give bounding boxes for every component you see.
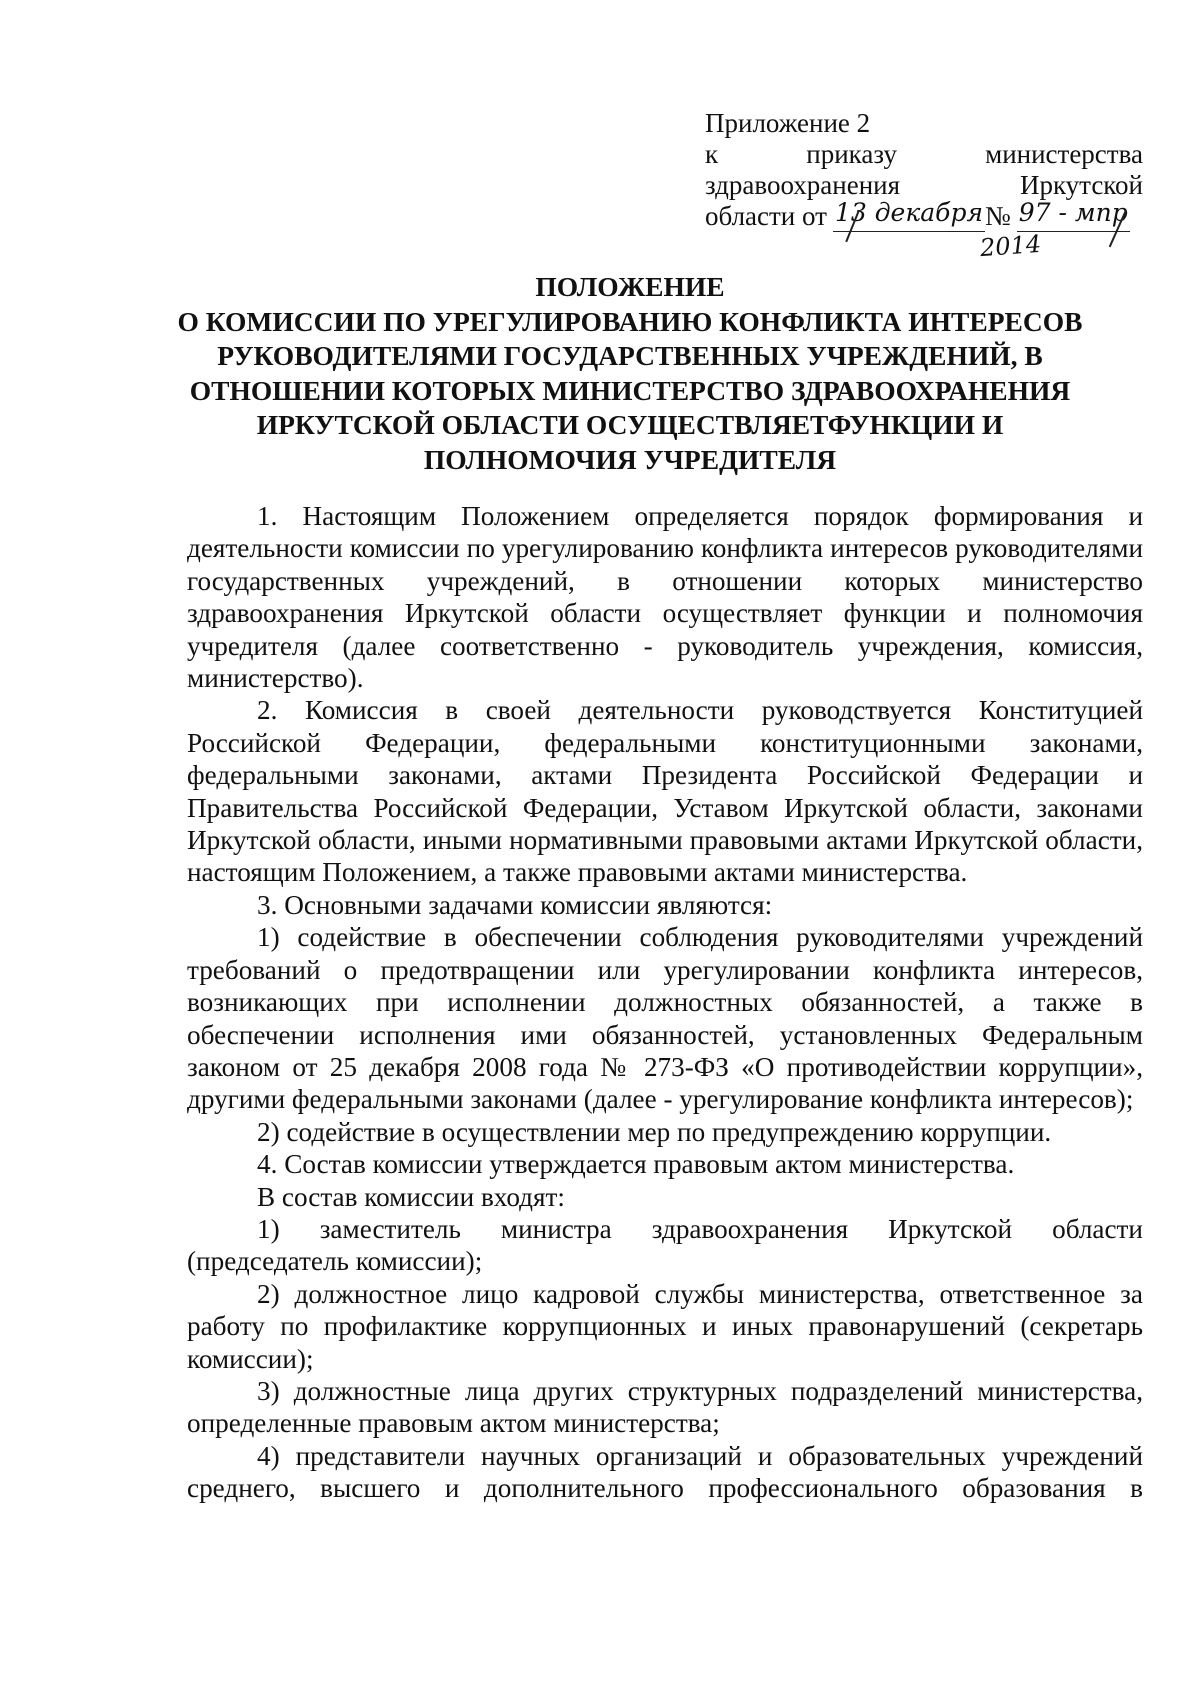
paragraph: 2) содействие в осуществлении мер по предупреждению коррупции. <box>257 1116 1052 1147</box>
handwritten-order-number: 97 - мпр <box>1017 201 1130 232</box>
appendix-word: к <box>705 139 719 169</box>
appendix-line-1 <box>705 108 1143 139</box>
title-line: ПОЛОЖЕНИЕ <box>535 271 725 302</box>
appendix-block <box>705 108 1143 232</box>
appendix-word: приказу <box>806 139 897 169</box>
title-line: ОТНОШЕНИИ КОТОРЫХ МИНИСТЕРСТВО ЗДРАВООХРАНЕНИЯ <box>189 374 1071 406</box>
paragraph: 4) представители научных организаций и образовательных учреждений среднего, высшего и дополнительного профессионального образования в <box>187 1440 1143 1504</box>
appendix-word: министерства <box>985 139 1143 169</box>
paragraph: 2) должностное лицо кадровой службы министерства, ответственное за работу по профилактике коррупционных и иных правонарушений (секретарь комиссии); <box>187 1278 1143 1374</box>
number-sign: № <box>985 201 1011 231</box>
paragraph: 1) содействие в обеспечении соблюдения руководителями учреждений требований о предотвращении или урегулировании конфликта интересов, возникающих при исполнении должностных обязанностей, а также в обеспечении исполнения ими обязанностей, установленных Федеральным законом от 25 декабря 2008 года № 273-ФЗ «О противодействии коррупции», другими федеральными законами (далее - урегулирование конфликта интересов); <box>187 922 1143 1115</box>
appendix-line-4 <box>705 198 1143 232</box>
paragraph: 1) заместитель министра здравоохранения Иркутской области (председатель комиссии); <box>187 1213 1143 1277</box>
paragraph: В состав комиссии входят: <box>257 1181 565 1212</box>
appendix-title: Приложение 2 <box>705 108 871 138</box>
document-body <box>187 500 1143 1505</box>
paragraph: 4. Состав комиссии утверждается правовым актом министерства. <box>257 1149 1015 1180</box>
appendix-line-2 <box>705 139 1143 170</box>
document-title <box>110 270 1150 477</box>
paragraph: 3. Основными задачами комиссии являются: <box>257 889 773 920</box>
title-line: ИРКУТСКОЙ ОБЛАСТИ ОСУЩЕСТВЛЯЕТФУНКЦИИ И <box>256 409 1004 440</box>
title-line: ПОЛНОМОЧИЯ УЧРЕДИТЕЛЯ <box>423 443 837 475</box>
paragraph: 3) должностные лица других структурных подразделений министерства, определенные правовым актом министерства; <box>187 1375 1143 1439</box>
appendix-date-prefix: области от <box>705 201 827 231</box>
title-line: О КОМИССИИ ПО УРЕГУЛИРОВАНИЮ КОНФЛИКТА ИНТЕРЕСОВ <box>177 305 1083 337</box>
paragraph: 2. Комиссия в своей деятельности руководствуется Конституцией Российской Федерации, федеральными конституционными законами, федеральными законами, актами Президента Российской Федерации и Правительства Российской Федерации, Уставом Иркутской области, законами Иркутской области, иными нормативными правовыми актами Иркутской области, настоящим Положением, а также правовыми актами министерства. <box>187 695 1143 888</box>
paragraph: 1. Настоящим Положением определяется порядок формирования и деятельности комиссии по урегулированию конфликта интересов руководителями государственных учреждений, в отношении которых министерство здравоохранения Иркутской области осуществляет функции и полномочия учредителя (далее соответственно - руководитель учреждения, комиссия, министерство). <box>187 501 1143 694</box>
handwritten-date: 13 декабря <box>833 201 985 232</box>
appendix-word: Иркутской <box>1019 170 1143 200</box>
appendix-word: здравоохранения <box>705 170 901 200</box>
appendix-line-3 <box>705 170 1143 201</box>
handwritten-year: 2014 <box>979 229 1042 263</box>
title-line: РУКОВОДИТЕЛЯМИ ГОСУДАРСТВЕННЫХ УЧРЕЖДЕНИЙ, В <box>217 340 1043 371</box>
